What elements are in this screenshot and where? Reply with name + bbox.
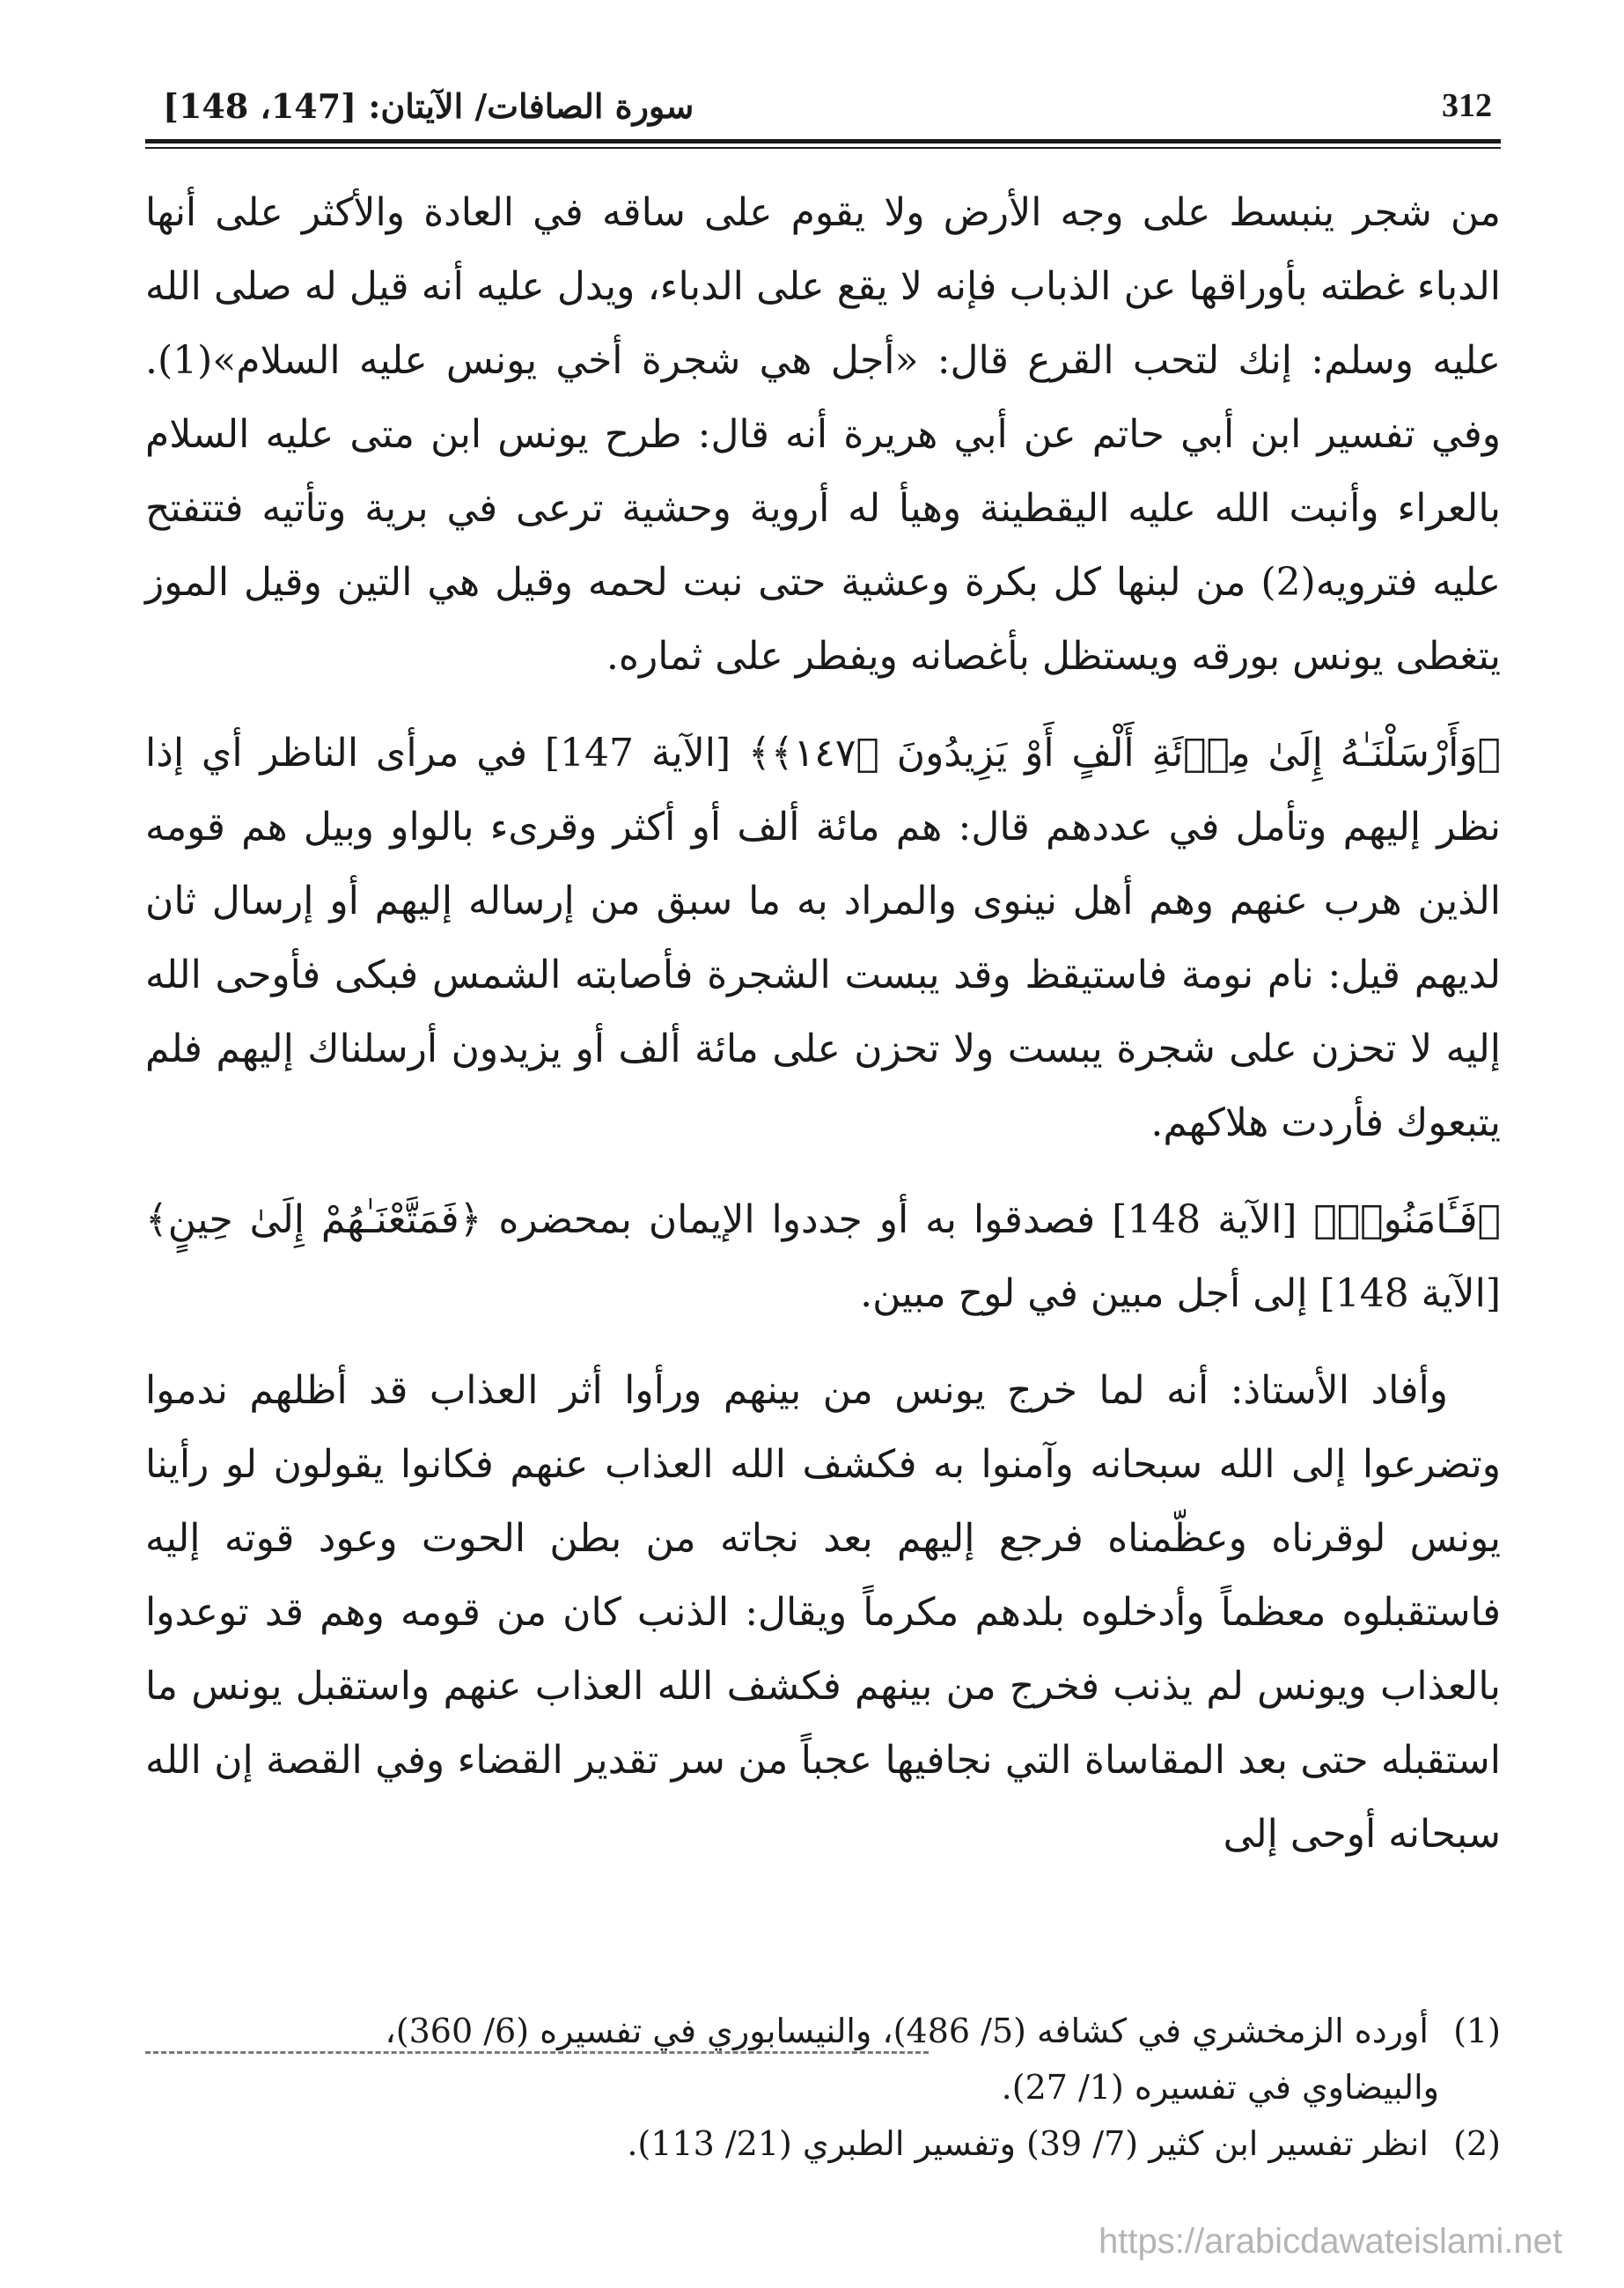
footnote-text: أورده الزمخشري في كشافه (5/ 486)، والنيسابوري في تفسيره (6/ 360)، <box>385 2012 1429 2050</box>
footnote-text-continued: والبيضاوي في تفسيره (1/ 27). <box>1001 2068 1439 2107</box>
footnote-1 <box>145 2003 1501 2115</box>
page-number: 312 <box>1442 87 1492 124</box>
paragraph-verse-147: ﴿وَأَرْسَلْنَـٰهُ إِلَىٰ مِا۟ئَةِ أَلْفٍ أَوْ يَزِيدُونَ ﴿١٤٧﴾﴾ [الآية 147] في مرأى الناظر أي إذا نظر إليهم وتأمل في عددهم قال: هم مائة ألف أو أكثر وقرىء بالواو وبيل هم قومه الذين هرب عنهم وهم أهل نينوى والمراد به ما سبق من إرساله إليهم أو إرسال ثان لديهم قيل: نام نومة فاستيقظ وقد يبست الشجرة فأصابته الشمس فبكى فأوحى الله إليه لا تحزن على شجرة يبست ولا تحزن على مائة ألف أو يزيدون أرسلناك إليهم فلم يتبعوك فأردت هلاكهم. <box>145 731 1501 1145</box>
paragraph-verse-148: ﴿فَـَٔامَنُوا۟﴾ [الآية 148] فصدقوا به أو جددوا الإيمان بمحضره ﴿فَمَتَّعْنَـٰهُمْ إِلَىٰ حِينٍ﴾ [الآية 148] إلى أجل مبين في لوح مبين. <box>145 1197 1501 1316</box>
footnote-number: (2) <box>1453 2124 1501 2163</box>
footnotes <box>145 2003 1501 2172</box>
watermark-url: https://arabicdawateislami.net <box>1099 2222 1562 2261</box>
chapter-title: سورة الصافات/ الآيتان: [147، 148] <box>163 86 694 126</box>
footnote-text: انظر تفسير ابن كثير (7/ 39) وتفسير الطبري (21/ 113). <box>627 2124 1429 2163</box>
footnote-2 <box>145 2115 1501 2172</box>
main-text <box>145 176 1501 1872</box>
book-page <box>145 79 1501 2245</box>
paragraph-commentary: وأفاد الأستاذ: أنه لما خرج يونس من بينهم ورأوا أثر العذاب قد أظلهم ندموا وتضرعوا إلى الله سبحانه وآمنوا به فكشف الله العذاب عنهم فكانوا يقولون لو رأينا يونس لوقرناه وعظّمناه فرجع إليهم بعد نجاته من بطن الحوت وعود قوته إليه فاستقبلوه معظماً وأدخلوه بلدهم مكرماً ويقال: الذنب كان من قومه وهم قد توعدوا بالعذاب ويونس لم يذنب فخرج من بينهم فكشف الله العذاب عنهم واستقبل يونس ما استقبله حتى بعد المقاساة التي نجافيها عجباً من سر تقدير القضاء وفي القصة إن الله سبحانه أوحى إلى <box>145 1368 1501 1857</box>
page-header <box>145 79 1501 141</box>
footnote-number: (1) <box>1453 2012 1501 2050</box>
paragraph-1: من شجر ينبسط على وجه الأرض ولا يقوم على ساقه في العادة والأكثر على أنها الدباء غطته بأوراقها عن الذباب فإنه لا يقع على الدباء، ويدل عليه أنه قيل له صلى الله عليه وسلم: إنك لتحب القرع قال: «أجل هي شجرة أخي يونس عليه السلام»(1). وفي تفسير ابن أبي حاتم عن أبي هريرة أنه قال: طرح يونس ابن متى عليه السلام بالعراء وأنبت الله عليه اليقطينة وهيأ له أروية وحشية ترعى في برية وتأتيه فتتفتح عليه فترويه(2) من لبنها كل بكرة وعشية حتى نبت لحمه وقيل هي التين وقيل الموز يتغطى يونس بورقه ويستظل بأغصانه ويفطر على ثماره. <box>145 190 1501 679</box>
header-divider <box>145 139 1501 149</box>
